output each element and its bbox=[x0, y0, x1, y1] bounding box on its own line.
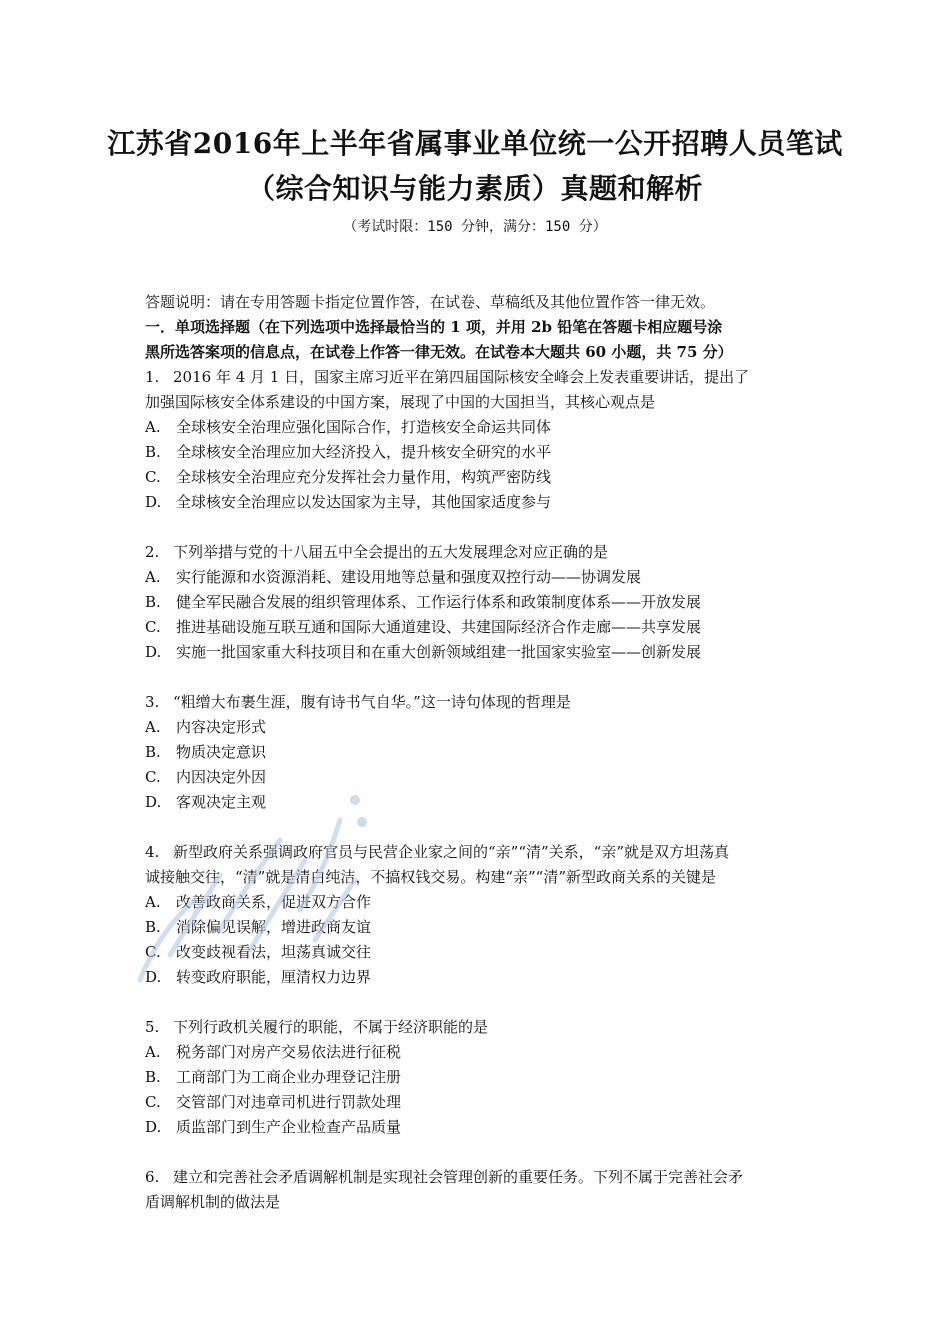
option-letter: D. bbox=[145, 968, 162, 986]
spacer bbox=[145, 1140, 810, 1165]
option-text: 健全军民融合发展的组织管理体系、工作运行体系和政策制度体系——开放发展 bbox=[176, 593, 702, 611]
option-text: 全球核安全治理应以发达国家为主导，其他国家适度参与 bbox=[176, 493, 552, 511]
option-text: 改善政商关系，促进双方合作 bbox=[176, 893, 372, 911]
option-text: 实施一批国家重大科技项目和在重大创新领域组建一批国家实验室——创新发展 bbox=[176, 643, 702, 661]
question-5-stem-line-1 bbox=[145, 1015, 810, 1040]
option-text: 全球核安全治理应加大经济投入，提升核安全研究的水平 bbox=[176, 443, 552, 461]
question-number: 4. bbox=[145, 843, 160, 861]
option-letter: B. bbox=[145, 443, 161, 461]
option-letter: D. bbox=[145, 643, 162, 661]
question-stem: 2016 年 4 月 1 日，国家主席习近平在第四届国际核安全峰会上发表重要讲话，提出了 bbox=[173, 368, 750, 386]
question-stem: 新型政府关系强调政府官员与民营企业家之间的“亲”“清”关系，“亲”就是双方坦荡真 bbox=[173, 843, 730, 861]
question-stem: 下列举措与党的十八届五中全会提出的五大发展理念对应正确的是 bbox=[173, 543, 609, 561]
option-text: 消除偏见误解，增进政商友谊 bbox=[176, 918, 372, 936]
option-text: 内因决定外因 bbox=[176, 768, 267, 786]
question-1-option-d bbox=[145, 490, 810, 515]
question-4-option-a bbox=[145, 890, 810, 915]
question-3-option-b bbox=[145, 740, 810, 765]
question-4-stem-line-1 bbox=[145, 840, 810, 865]
question-2-stem-line-1 bbox=[145, 540, 810, 565]
question-3-option-d bbox=[145, 790, 810, 815]
question-number: 3. bbox=[145, 693, 160, 711]
option-text: 内容决定形式 bbox=[176, 718, 267, 736]
question-6-stem-line-2: 盾调解机制的做法是 bbox=[145, 1193, 281, 1211]
option-letter: A. bbox=[145, 418, 161, 436]
option-letter: C. bbox=[145, 768, 161, 786]
document-body bbox=[145, 290, 810, 1215]
question-3-option-a bbox=[145, 715, 810, 740]
option-letter: C. bbox=[145, 468, 161, 486]
question-2-option-d bbox=[145, 640, 810, 665]
question-number: 5. bbox=[145, 1018, 160, 1036]
document-title-line-2: （综合知识与能力素质）真题和解析 bbox=[246, 172, 703, 205]
spacer bbox=[145, 515, 810, 540]
option-letter: A. bbox=[145, 718, 161, 736]
option-letter: A. bbox=[145, 893, 161, 911]
question-3-option-c bbox=[145, 765, 810, 790]
question-4-option-d bbox=[145, 965, 810, 990]
option-text: 推进基础设施互联互通和国际大通道建设、共建国际经济合作走廊——共享发展 bbox=[176, 618, 702, 636]
spacer bbox=[145, 815, 810, 840]
question-5-option-d bbox=[145, 1115, 810, 1140]
section-heading-line-2: 黑所选答案项的信息点，在试卷上作答一律无效。在试卷本大题共 60 小题，共 75 分） bbox=[145, 343, 733, 361]
option-letter: A. bbox=[145, 568, 161, 586]
question-stem: 下列行政机关履行的职能，不属于经济职能的是 bbox=[173, 1018, 489, 1036]
question-5-option-a bbox=[145, 1040, 810, 1065]
option-text: 全球核安全治理应充分发挥社会力量作用，构筑严密防线 bbox=[176, 468, 552, 486]
option-text: 交管部门对违章司机进行罚款处理 bbox=[176, 1093, 402, 1111]
question-2-option-a bbox=[145, 565, 810, 590]
question-3-stem-line-1 bbox=[145, 690, 810, 715]
question-stem: “粗缯大布裹生涯，腹有诗书气自华。”这一诗句体现的哲理是 bbox=[173, 693, 571, 711]
question-1-stem-line-2: 加强国际核安全体系建设的中国方案，展现了中国的大国担当，其核心观点是 bbox=[145, 393, 656, 411]
question-2-option-b bbox=[145, 590, 810, 615]
option-letter: B. bbox=[145, 1068, 161, 1086]
exam-info: （考试时限：150 分钟，满分：150 分） bbox=[343, 219, 607, 235]
option-letter: B. bbox=[145, 743, 161, 761]
option-text: 实行能源和水资源消耗、建设用地等总量和强度双控行动——协调发展 bbox=[176, 568, 642, 586]
option-letter: C. bbox=[145, 943, 161, 961]
question-1-stem-line-1 bbox=[145, 365, 810, 390]
question-1-option-a bbox=[145, 415, 810, 440]
question-5-option-c bbox=[145, 1090, 810, 1115]
option-text: 改变歧视看法，坦荡真诚交往 bbox=[176, 943, 372, 961]
question-1-option-b bbox=[145, 440, 810, 465]
option-text: 质监部门到生产企业检查产品质量 bbox=[176, 1118, 402, 1136]
instructions: 答题说明：请在专用答题卡指定位置作答，在试卷、草稿纸及其他位置作答一律无效。 bbox=[145, 293, 716, 311]
spacer bbox=[145, 990, 810, 1015]
option-text: 全球核安全治理应强化国际合作，打造核安全命运共同体 bbox=[176, 418, 552, 436]
option-text: 税务部门对房产交易依法进行征税 bbox=[176, 1043, 402, 1061]
question-5-option-b bbox=[145, 1065, 810, 1090]
option-letter: B. bbox=[145, 593, 161, 611]
option-text: 物质决定意识 bbox=[176, 743, 267, 761]
option-text: 客观决定主观 bbox=[176, 793, 267, 811]
option-letter: B. bbox=[145, 918, 161, 936]
question-4-stem-line-2: 诚接触交往，“清”就是清白纯洁，不搞权钱交易。构建“亲”“清”新型政商关系的关键是 bbox=[145, 868, 717, 886]
option-letter: C. bbox=[145, 618, 161, 636]
option-text: 转变政府职能，厘清权力边界 bbox=[176, 968, 372, 986]
question-stem: 建立和完善社会矛盾调解机制是实现社会管理创新的重要任务。下列不属于完善社会矛 bbox=[173, 1168, 744, 1186]
option-letter: D. bbox=[145, 1118, 162, 1136]
question-2-option-c bbox=[145, 615, 810, 640]
question-4-option-b bbox=[145, 915, 810, 940]
option-text: 工商部门为工商企业办理登记注册 bbox=[176, 1068, 402, 1086]
section-heading-line-1: 一．单项选择题（在下列选项中选择最恰当的 1 项，并用 2b 铅笔在答题卡相应题号涂 bbox=[145, 318, 723, 336]
question-1-option-c bbox=[145, 465, 810, 490]
option-letter: A. bbox=[145, 1043, 161, 1061]
option-letter: D. bbox=[145, 493, 162, 511]
document-title-line-1: 江苏省2016年上半年省属事业单位统一公开招聘人员笔试 bbox=[107, 127, 843, 160]
question-4-option-c bbox=[145, 940, 810, 965]
question-number: 6. bbox=[145, 1168, 160, 1186]
question-6-stem-line-1 bbox=[145, 1165, 810, 1190]
option-letter: C. bbox=[145, 1093, 161, 1111]
question-number: 2. bbox=[145, 543, 160, 561]
question-number: 1. bbox=[145, 368, 160, 386]
spacer bbox=[145, 665, 810, 690]
option-letter: D. bbox=[145, 793, 162, 811]
